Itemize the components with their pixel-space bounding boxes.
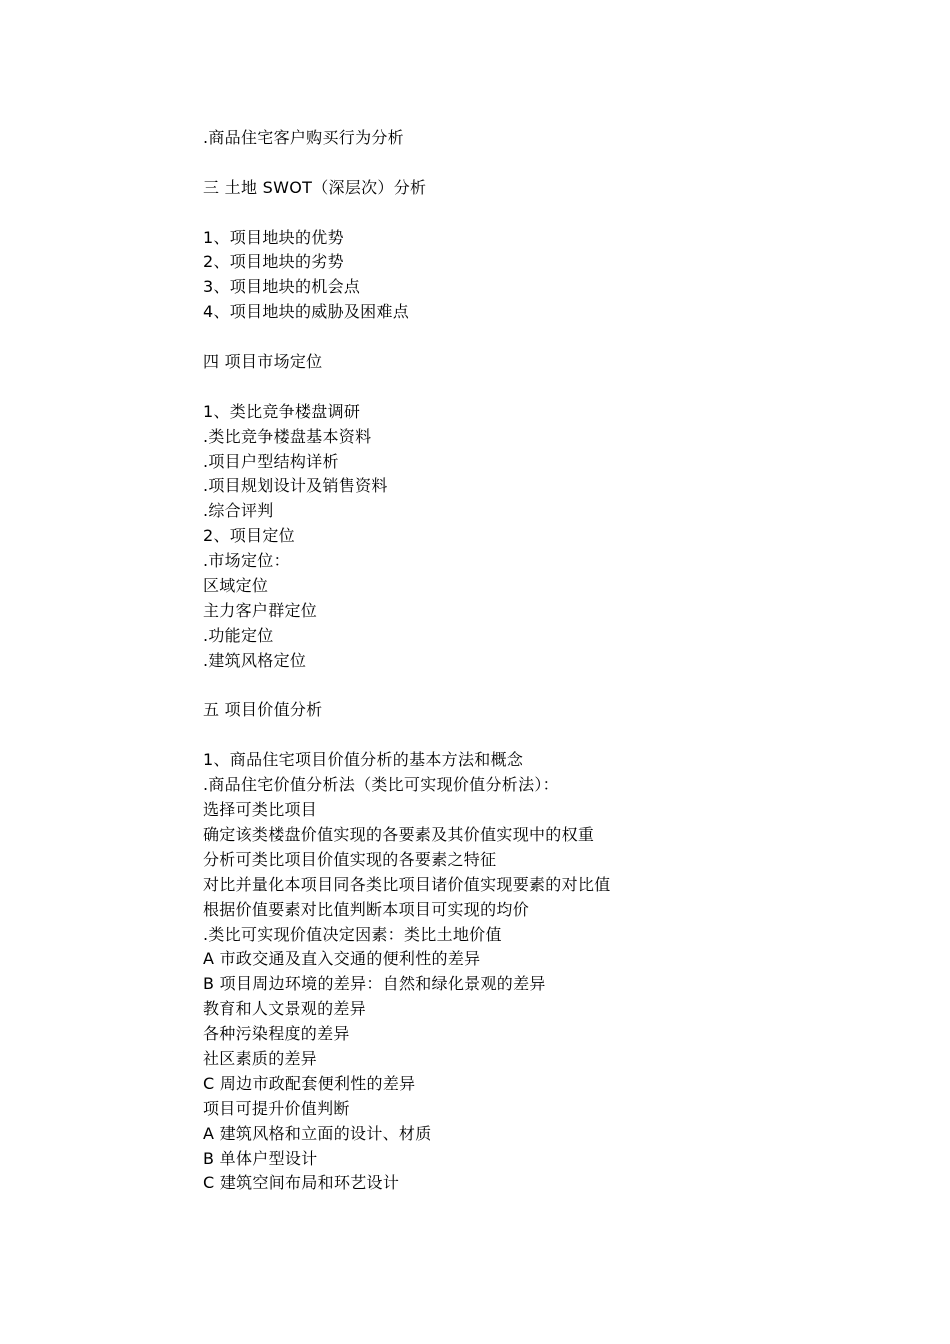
list-item: .商品住宅价值分析法（类比可实现价值分析法）： <box>203 775 559 795</box>
spacer <box>203 375 823 400</box>
section-heading: 三 土地 SWOT（深层次）分析 <box>203 177 427 197</box>
section-heading: 四 项目市场定位 <box>203 352 323 372</box>
list-item: 分析可类比项目价值实现的各要素之特征 <box>203 849 497 869</box>
spacer <box>203 201 823 226</box>
list-item: .类比可实现价值决定因素：类比土地价值 <box>203 924 502 944</box>
list-item: A 建筑风格和立面的设计、材质 <box>203 1123 432 1143</box>
spacer <box>203 151 823 176</box>
list-item: 确定该类楼盘价值实现的各要素及其价值实现中的权重 <box>203 824 595 844</box>
spacer <box>203 723 823 748</box>
list-item: 区域定位 <box>203 576 269 596</box>
list-item: .建筑风格定位 <box>203 650 307 670</box>
list-item: 主力客户群定位 <box>203 600 318 620</box>
list-item: 教育和人文景观的差异 <box>203 999 367 1019</box>
list-item: .项目户型结构详析 <box>203 451 339 471</box>
list-item: .综合评判 <box>203 501 274 521</box>
list-item: 4、项目地块的威胁及困难点 <box>203 302 410 322</box>
list-item: .项目规划设计及销售资料 <box>203 476 388 496</box>
list-item: 1、项目地块的优势 <box>203 227 344 247</box>
list-item: .市场定位： <box>203 551 290 571</box>
list-item: 2、项目地块的劣势 <box>203 252 344 272</box>
list-item: 2、项目定位 <box>203 526 295 546</box>
list-item: A 市政交通及直入交通的便利性的差异 <box>203 949 481 969</box>
list-item: C 建筑空间布局和环艺设计 <box>203 1173 400 1193</box>
list-item: .功能定位 <box>203 625 274 645</box>
list-item: 项目可提升价值判断 <box>203 1098 350 1118</box>
list-item: 对比并量化本项目同各类比项目诸价值实现要素的对比值 <box>203 874 611 894</box>
document-body <box>203 126 823 1196</box>
list-item: B 单体户型设计 <box>203 1148 318 1168</box>
section-heading: 五 项目价值分析 <box>203 700 323 720</box>
list-item: .类比竞争楼盘基本资料 <box>203 426 372 446</box>
list-item: C 周边市政配套便利性的差异 <box>203 1073 416 1093</box>
list-item: 3、项目地块的机会点 <box>203 277 361 297</box>
spacer <box>203 674 823 699</box>
list-item: 1、类比竞争楼盘调研 <box>203 401 361 421</box>
list-item: B 项目周边环境的差异：自然和绿化景观的差异 <box>203 974 546 994</box>
spacer <box>203 325 823 350</box>
list-item: 根据价值要素对比值判断本项目可实现的均价 <box>203 899 530 919</box>
list-item: 选择可类比项目 <box>203 800 318 820</box>
list-item: 社区素质的差异 <box>203 1048 318 1068</box>
list-item: .商品住宅客户购买行为分析 <box>203 128 404 147</box>
list-item: 各种污染程度的差异 <box>203 1024 350 1044</box>
list-item: 1、商品住宅项目价值分析的基本方法和概念 <box>203 750 524 770</box>
